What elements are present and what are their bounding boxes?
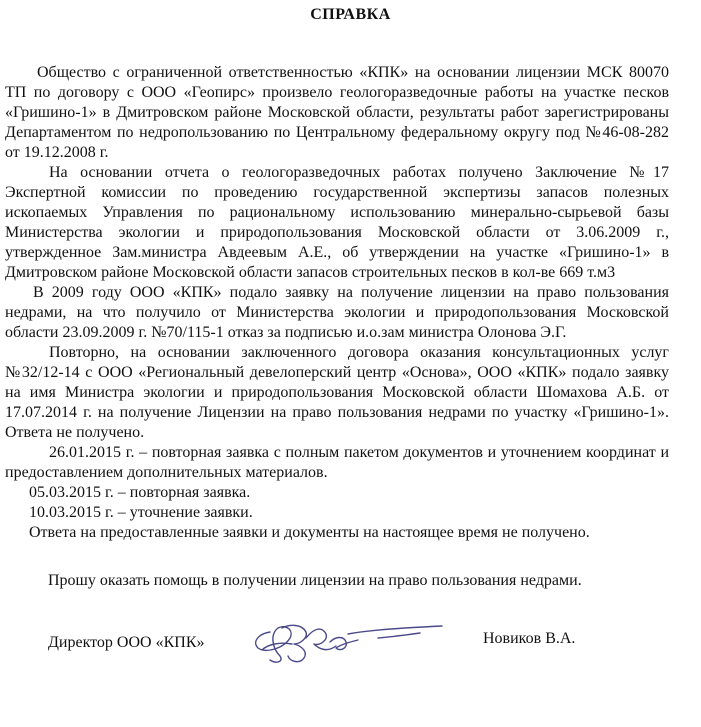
handwritten-signature — [210, 604, 450, 674]
paragraph-license-info: Общество с ограниченной ответственностью «КПК» на основании лицензии МСК 80070 ТП по договору с ООО «Геопирс» произвело геологоразведочные работы на участке песков «Гришино-1» в Дмитровском районе Московской области, результаты работ зарегистрированы Департаментом по недропользованию по Центральному федеральному округу под №46-08-282 от 19.12.2008 г. — [5, 64, 669, 161]
line-repeat-request: 05.03.2015 г. – повторная заявка. — [29, 484, 251, 501]
paragraph-repeat-application: Повторно, на основании заключенного договора оказания консультационных услуг №32/12-14 с ООО «Региональный девелоперский центр «Основа», ООО «КПК» подало заявку на имя Министра экологии и природопользования Московской области Шомахова А.Б. от 17.07.2014 г. на получение Лицензии на право пользования недрами по участку «Гришино-1». Ответа не получено. — [5, 344, 669, 441]
document-body — [5, 63, 669, 543]
director-label: Директор ООО «КПК» — [48, 634, 205, 651]
paragraph-expert-conclusion: На основании отчета о геологоразведочных работах получено Заключение №17 Экспертной комиссии по проведению государственной экспертизы запасов полезных ископаемых Управления по рациональному использованию минерально-сырьевой базы Министерства экологии и природопользования Московской области от 3.06.2009 г., утвержденное Зам.министра Авдеевым А.Е., об утверждении на участке «Гришино-1» в Дмитровском районе Московской области запасов строительных песков в кол-ве 669 т.м3 — [5, 164, 669, 281]
line-clarification: 10.03.2015 г. – уточнение заявки. — [29, 504, 253, 521]
line-no-answer: Ответа на предоставленные заявки и документы на настоящее время не получено. — [29, 524, 590, 541]
request-line: Прошу оказать помощь в получении лицензии на право пользования недрами. — [48, 572, 582, 589]
paragraph-resubmission-2015: 26.01.2015 г. – повторная заявка с полным пакетом документов и уточнением координат и предоставлением дополнительных материалов. — [5, 444, 669, 481]
paragraph-refusal-2009: В 2009 году ООО «КПК» подало заявку на получение лицензии на право пользования недрами, на что получило от Министерства экологии и природопользования Московской области 23.09.2009 г. №70/115-1 отказ за подписью и.о.зам министра Олонова Э.Г. — [5, 284, 669, 341]
signer-name: Новиков В.А. — [483, 630, 576, 647]
document-title: СПРАВКА — [310, 6, 391, 23]
